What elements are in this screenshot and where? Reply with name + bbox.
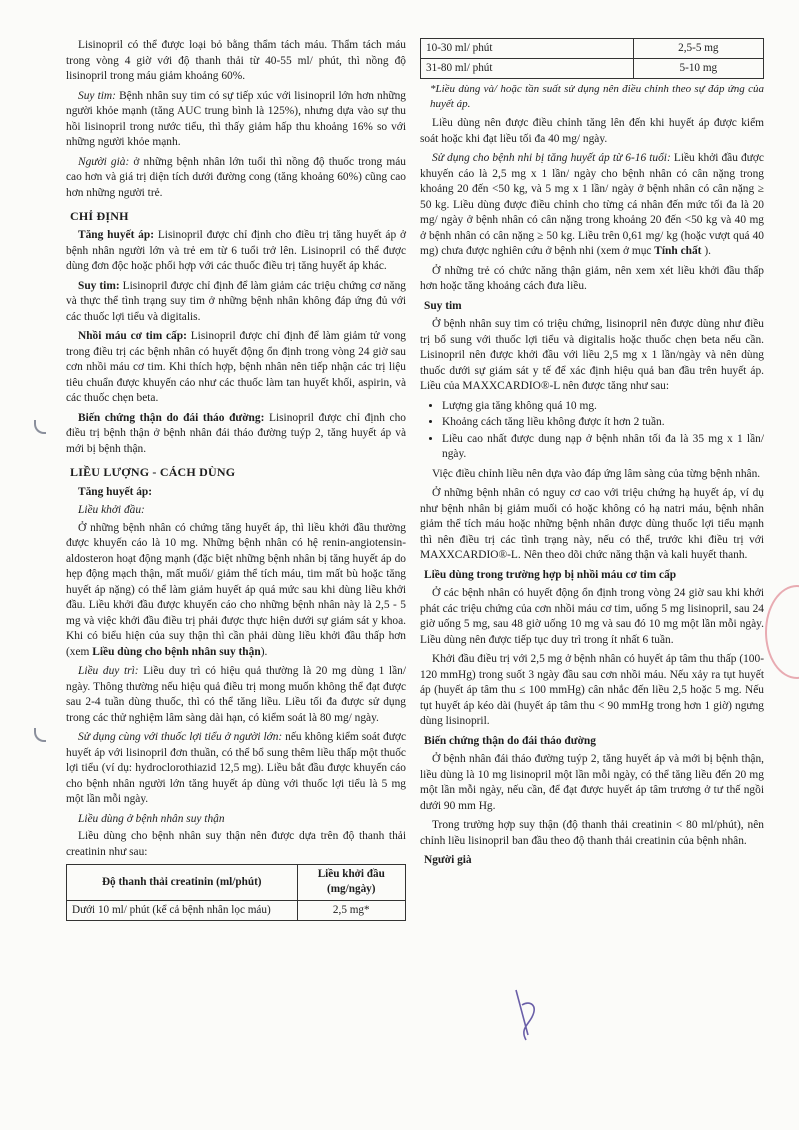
clinical-response-paragraph: Việc điều chỉnh liều nên dựa vào đáp ứng lâm sàng của từng bệnh nhân. — [432, 467, 761, 480]
indications-heading: CHỈ ĐỊNH — [70, 209, 129, 223]
right-column — [420, 38, 764, 872]
dosage-heading: LIỀU LƯỢNG - CÁCH DÙNG — [70, 465, 236, 480]
diuretic-lead: Sử dụng cùng với thuốc lợi tiểu ở người lớn: — [78, 731, 283, 744]
indication-hypertension-label: Tăng huyết áp: — [78, 229, 155, 242]
binder-hole-mark — [34, 728, 46, 742]
elderly-subheading: Người già — [424, 854, 472, 867]
indication-heart-failure-text: Lisinopril được chỉ định để làm giảm các triệu chứng cơ năng và thực thể tình trạng suy tim ở những bệnh nhân không đáp ứng đủ với các thuốc lợi tiểu và digitalis. — [66, 279, 406, 323]
pediatric-end: ). — [701, 245, 711, 258]
indication-diabetic-nephropathy-text: Lisinopril được chỉ định cho điều trị bệnh thận ở bệnh nhân đái tháo đường tuýp 2, tăng huyết áp và mới bị bệnh thận. — [66, 411, 406, 455]
mi-dosing-subheading: Liều dùng trong trường hợp bị nhồi máu cơ tim cấp — [424, 568, 677, 581]
indication-diabetic-nephropathy — [66, 411, 406, 458]
diabetic-nephropathy-paragraph: Ở bệnh nhân đái tháo đường tuýp 2, tăng huyết áp và mới bị bệnh thận, liều dùng là 10 mg lisinopril một lần mỗi ngày, có thể tăng liều đến 20 mg một lần mỗi ngày, nếu cần, để đạt được huyết áp tâm trương ở tư thế ngồi dưới 90 mm Hg. — [420, 753, 764, 812]
table-cell-clearance: 10-30 ml/ phút — [421, 39, 634, 59]
renal-dose-table — [66, 864, 406, 921]
titration-bullet-list — [420, 399, 764, 463]
initial-dose-text: Ở những bệnh nhân có chứng tăng huyết áp, thì liều khởi đầu thường được khuyến cáo là 10 mg. Những bệnh nhân có hệ renin-angiotensin-aldosteron hoạt động mạnh (đặc biệt những bệnh nhân bị tăng huyết áp do hẹp động mạch thận, mất muối/ giảm thể tích máu, tim mất bù hoặc tăng huyết áp nặng) có thể làm giảm huyết áp quá mức sau khi dùng liều khởi đầu. Liều khởi đầu được khuyến cáo cho những bệnh nhân này là 2,5 - 5 mg và việc khởi đầu điều trị phải được thực hiện dưới sự giám sát y khoa. Khi có biểu hiện của suy thận thì cần phải dùng liều khởi đầu thấp hơn (xem — [66, 521, 406, 658]
diuretic-text: nếu không kiểm soát được huyết áp với lisinopril đơn thuần, có thể bổ sung thêm liều thấp một thuốc lợi tiểu (ví dụ: hydroclorothiazid 12,5 mg). Liều bắt đầu được khuyến cáo cho bệnh nhân người lớn tăng huyết áp dùng với thuốc lợi tiểu là 5 mg một lần mỗi ngày. — [66, 731, 407, 806]
heart-failure-dosing-paragraph: Ở bệnh nhân suy tim có triệu chứng, lisinopril nên được dùng như điều trị bổ sung với thuốc lợi tiểu và digitalis hoặc thuốc chẹn beta nếu cần. Lisinopril nên được khởi đầu với liều 2,5 mg x 1 lần/ngày và nên dùng thuốc dưới sự giám sát y tế để xác định hiệu quả ban đầu trên huyết áp. Liều của MAXXCARDIO®-L nên được tăng như sau: — [420, 318, 764, 393]
hypotension-risk-paragraph: Ở những bệnh nhân có nguy cơ cao với triệu chứng hạ huyết áp, ví dụ như bệnh nhân bị giảm muối có hoặc không có hạ natri máu, bệnh nhân giảm thể tích máu hoặc những bệnh nhân được dùng thuốc lợi tiểu mạnh thì nên điều trị các tình trạng này, nếu có thể, trước khi điều trị với MAXXCARDIO®-L. Nên theo dõi chức năng thận và kali huyết thanh. — [420, 487, 764, 562]
heart-failure-subheading: Suy tim — [424, 299, 462, 312]
heart-failure-text: Bệnh nhân suy tim có sự tiếp xúc với lisinopril lớn hơn những người khỏe mạnh (tăng AUC trung bình là 125%), nhưng dựa vào sự thu hồi lisinopril trong nước tiểu, thì thấy giảm hấp thu khoảng 16% so với những người khỏe mạnh. — [66, 89, 406, 148]
table-row — [421, 59, 764, 79]
signature-mark — [508, 985, 548, 1045]
elderly-pk-paragraph — [66, 155, 406, 202]
renal-adjustment-paragraph: Trong trường hợp suy thận (độ thanh thải creatinin < 80 ml/phút), nên chỉnh liều lisinopril ban đầu theo độ thanh thải creatinin của bệnh nhân. — [420, 819, 764, 847]
renal-impairment-paragraph: Liều dùng cho bệnh nhân suy thận nên được dựa trên độ thanh thải creatinin như sau: — [66, 830, 406, 858]
diuretic-use-paragraph — [66, 730, 406, 808]
table-header-clearance: Độ thanh thải creatinin (ml/phút) — [67, 865, 298, 900]
binder-hole-mark — [34, 420, 46, 434]
pediatric-text: Liều khởi đầu được khuyến cáo là 2,5 mg x 1 lần/ ngày cho bệnh nhân có cân nặng trong khoảng 20 đến <50 kg, và 5 mg x 1 lần/ ngày ở bệnh nhân có cân nặng ≥ 50 kg. Liều dùng được điều chỉnh cho từng cá nhân đến mức tối đa là 20 mg/ ngày ở bệnh nhân có cân nặng trong khoảng 20 đến <50 kg và 40 mg ở bệnh nhân có cân nặng ≥ 50 kg. Liều trên 0,61 mg/ kg (hoặc vượt quá 40 mg) chưa được nghiên cứu ở bệnh nhi (xem ở mục — [420, 152, 764, 258]
table-cell-dose: 2,5-5 mg — [633, 39, 763, 59]
mi-dosing-paragraph: Ở các bệnh nhân có huyết động ổn định trong vòng 24 giờ sau khi khởi phát các triệu chứng của cơn nhồi máu cơ tim, uống 5 mg lisinopril, sau 24 giờ uống 5 mg, sau 48 giờ uống 10 mg và sau đó 10 mg một lần mỗi ngày. Liều dùng nên được tiếp tục duy trì trong ít nhất 6 tuần. — [420, 587, 764, 646]
initial-dose-subheading: Liều khởi đầu: — [78, 504, 145, 517]
table-header-initial-dose: Liều khởi đầu (mg/ngày) — [297, 865, 405, 900]
maintenance-text: Liều duy trì có hiệu quả thường là 20 mg dùng 1 lần/ ngày. Thông thường nếu hiệu quả điều trị mong muốn không thể đạt được sau 2-4 tuần dùng thuốc, thì có thể tăng liều. Liều tối đa được sử dụng trong các thử nghiệm lâm sàng dài hạn, có kiểm soát là 80 mg/ ngày. — [66, 665, 406, 724]
elderly-lead: Người già: — [78, 155, 130, 168]
table-row — [67, 900, 406, 920]
maintenance-lead: Liều duy trì: — [78, 665, 139, 678]
pediatric-renal-paragraph: Ở những trẻ có chức năng thận giảm, nên xem xét liều khởi đầu thấp hơn hoặc tăng khoảng cách đưa liều. — [420, 264, 764, 293]
diabetic-nephropathy-subheading: Biến chứng thận do đái tháo đường — [424, 734, 596, 747]
pediatric-lead: Sử dụng cho bệnh nhi bị tăng huyết áp từ 6-16 tuổi: — [432, 152, 671, 165]
elderly-text: ở những bệnh nhân lớn tuổi thì nồng độ thuốc trong máu cao hơn và giá trị diện tích dưới đường cong (tăng khoảng 60%) cũng cao hơn những người trẻ. — [66, 155, 406, 199]
renal-dose-table-continued — [420, 38, 764, 79]
mi-low-bp-paragraph: Khởi đầu điều trị với 2,5 mg ở bệnh nhân có huyết áp tâm thu thấp (100-120 mmHg) trong suốt 3 ngày đầu sau cơn nhồi máu. Nếu xảy ra tụt huyết áp (huyết áp tâm thu ≤ 100 mmHg) cân nhắc đến liều 2,5 hoặc 5 mg. Nếu tụt huyết áp kéo dài (huyết áp tâm thu < 90 mmHg trong hơn 1 giờ) ngưng dùng lisinopril. — [420, 653, 764, 728]
properties-reference: Tính chất — [654, 245, 702, 258]
table-cell-clearance: 31-80 ml/ phút — [421, 59, 634, 79]
table-header-row — [67, 865, 406, 900]
hypertension-subheading: Tăng huyết áp: — [78, 485, 153, 498]
heart-failure-lead: Suy tim: — [78, 89, 116, 102]
maintenance-dose-paragraph — [66, 664, 406, 726]
initial-dose-paragraph — [66, 521, 406, 661]
indication-heart-failure — [66, 279, 406, 326]
table-row — [421, 39, 764, 59]
table-cell-dose: 2,5 mg* — [297, 900, 405, 920]
list-item: • Khoảng cách tăng liều không được ít hơn 2 tuần. — [442, 415, 764, 431]
indication-hypertension-text: Lisinopril được chỉ định cho điều trị tăng huyết áp ở bệnh nhân người lớn và trẻ em từ 6 tuổi trở lên. Lisinopril có thể được dùng đơn độc hoặc phối hợp với các thuốc điều trị tăng huyết áp khác. — [66, 229, 406, 273]
table-cell-clearance: Dưới 10 ml/ phút (kể cả bệnh nhân lọc máu) — [67, 900, 298, 920]
indication-mi-label: Nhồi máu cơ tim cấp: — [78, 330, 187, 343]
indication-heart-failure-label: Suy tim: — [78, 279, 120, 292]
indication-mi — [66, 329, 406, 407]
indication-hypertension — [66, 228, 406, 275]
renal-impairment-subheading: Liều dùng ở bệnh nhân suy thận — [78, 812, 225, 825]
list-item: • Lượng gia tăng không quá 10 mg. — [442, 399, 764, 415]
initial-dose-end: ). — [260, 645, 268, 658]
table-footnote: *Liều dùng và/ hoặc tần suất sử dụng nên điều chỉnh theo sự đáp ứng của huyết áp. — [430, 83, 764, 111]
heart-failure-pk-paragraph — [66, 89, 406, 151]
renal-dosing-reference: Liều dùng cho bệnh nhân suy thận — [92, 645, 261, 658]
indication-diabetic-nephropathy-label: Biến chứng thận do đái tháo đường: — [78, 411, 265, 424]
pediatric-paragraph — [420, 151, 764, 260]
table-cell-dose: 5-10 mg — [633, 59, 763, 79]
hemodialysis-paragraph: Lisinopril có thể được loại bỏ bằng thẩm tách máu. Thẩm tách máu trong vòng 4 giờ với độ thanh thải từ 40-55 ml/ phút, thì nồng độ lisinopril trong máu giảm khoảng 60%. — [66, 39, 406, 82]
indication-mi-text: Lisinopril được chỉ định để làm giảm tử vong trong điều trị các bệnh nhân có huyết động ổn định trong vòng 24 giờ sau cơn nhồi máu cơ tim. Khi thích hợp, bệnh nhân nên tiếp nhận các trị liệu tiêu chuẩn được khuyến cáo như các thuốc làm tan huyết khối, aspirin, và các thuốc chẹn beta. — [66, 330, 406, 405]
titration-paragraph: Liều dùng nên được điều chỉnh tăng lên đến khi huyết áp được kiểm soát hoặc khi đạt liều tối đa 40 mg/ ngày. — [420, 117, 764, 145]
seal-stamp — [765, 585, 799, 679]
left-column — [66, 38, 406, 921]
list-item: • Liều cao nhất được dung nạp ở bệnh nhân tối đa là 35 mg x 1 lần/ ngày. — [442, 432, 764, 463]
